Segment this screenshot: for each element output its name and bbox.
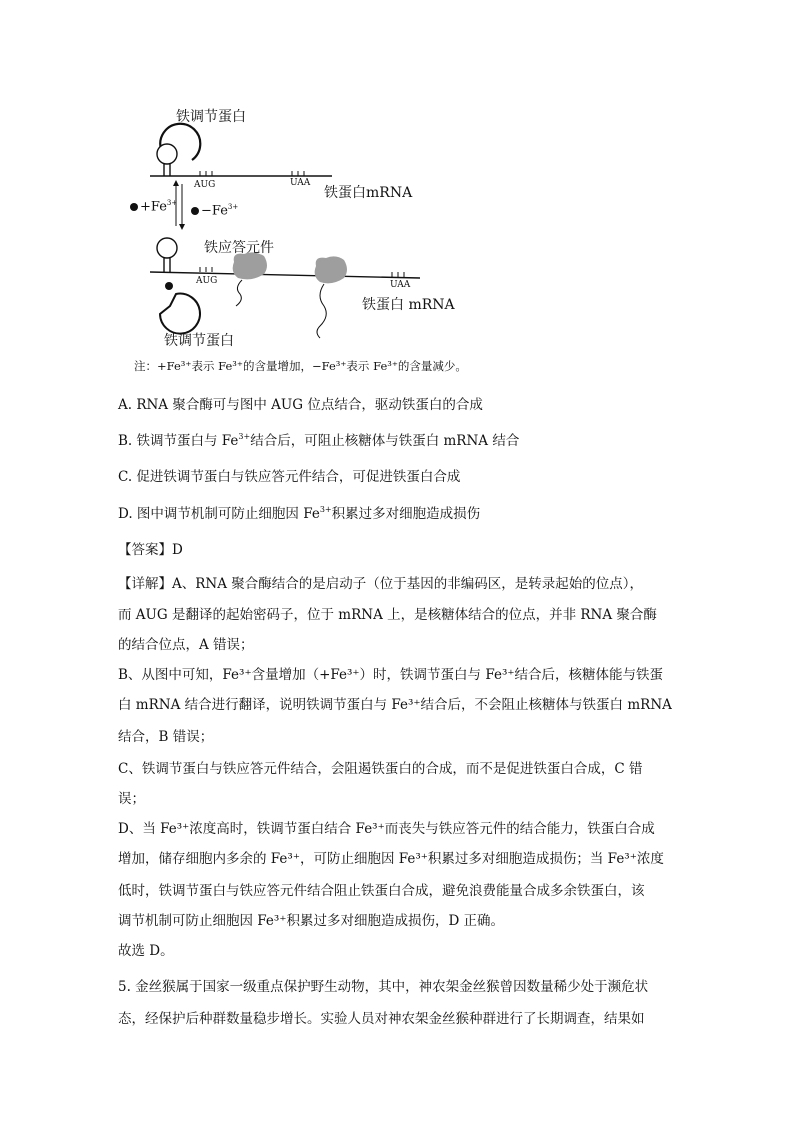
aug-label-top: AUG (194, 180, 216, 190)
ire-label: 铁应答元件 (204, 240, 274, 256)
diagram-note: 注：+Fe³⁺表示 Fe³⁺的含量增加，−Fe³⁺表示 Fe³⁺的含量减少。 (134, 359, 467, 373)
uaa-label-top: UAA (290, 178, 311, 188)
explanation-line: 【详解】A、RNA 聚合酶结合的是启动子（位于基因的非编码区，是转录起始的位点）， (118, 576, 644, 592)
mrna-bottom-label: 铁蛋白 mRNA (362, 297, 455, 313)
option-b: B. 铁调节蛋白与 $Fe^{3+}$结合后，可阻止核糖体与铁蛋白 mRNA 结合 (118, 432, 520, 449)
explanation-line: B、从图中可知，Fe³⁺含量增加（+Fe³⁺）时，铁调节蛋白与 Fe³⁺结合后，核糖体能与铁蛋 (118, 667, 663, 683)
plus-fe-label: $+Fe^{3+}$ (140, 199, 178, 215)
minus-fe-label: $-Fe^{3+}$ (201, 203, 239, 219)
top-protein-label: 铁调节蛋白 (176, 109, 246, 125)
explanation-line: 增加，储存细胞内多余的 Fe³⁺，可防止细胞因 Fe³⁺积累过多对细胞造成损伤；当 Fe³⁺浓度 (118, 851, 664, 867)
explanation-line: 白 mRNA 结合进行翻译，说明铁调节蛋白与 Fe³⁺结合后，不会阻止核糖体与铁蛋白 mRNA (118, 697, 672, 713)
explanation-line: 故选 D。 (118, 943, 174, 959)
explanation-line: D、当 Fe³⁺浓度高时，铁调节蛋白结合 Fe³⁺而丧失与铁应答元件的结合能力，铁蛋白合成 (118, 821, 655, 837)
bottom-protein-label: 铁调节蛋白 (164, 333, 234, 349)
explanation-line: 误； (118, 791, 145, 807)
option-a: A. RNA 聚合酶可与图中 AUG 位点结合，驱动铁蛋白的合成 (118, 397, 483, 413)
explanation-line: 结合，B 错误； (118, 729, 214, 745)
question5-line: 态，经保护后种群数量稳步增长。实验人员对神农架金丝猴种群进行了长期调查，结果如 (118, 1011, 645, 1027)
mrna-top-label: 铁蛋白mRNA (324, 185, 413, 201)
explanation-line: 的结合位点，A 错误； (118, 637, 254, 653)
aug-label-bottom: AUG (196, 276, 218, 286)
option-d: D. 图中调节机制可防止细胞因 $Fe^{3+}$积累过多对细胞造成损伤 (118, 505, 481, 522)
explanation-line: 调节机制可防止细胞因 Fe³⁺积累过多对细胞造成损伤，D 正确。 (118, 913, 505, 929)
option-c: C. 促进铁调节蛋白与铁应答元件结合，可促进铁蛋白合成 (118, 469, 461, 485)
question5-line: 5. 金丝猴属于国家一级重点保护野生动物，其中，神农架金丝猴曾因数量稀少处于濒危状 (118, 979, 649, 995)
uaa-label-bottom: UAA (390, 280, 411, 290)
answer-line: 【答案】D (118, 542, 183, 558)
explanation-line: 而 AUG 是翻译的起始密码子，位于 mRNA 上，是核糖体结合的位点，并非 RNA 聚合酶 (118, 607, 657, 623)
diagram-graphics (120, 100, 460, 355)
explanation-line: 低时，铁调节蛋白与铁应答元件结合阻止铁蛋白合成，避免浪费能量合成多余铁蛋白，该 (118, 883, 645, 899)
explanation-line: C、铁调节蛋白与铁应答元件结合，会阻遏铁蛋白的合成，而不是促进铁蛋白合成，C 错 (118, 761, 643, 777)
iron-regulation-diagram (120, 100, 460, 355)
